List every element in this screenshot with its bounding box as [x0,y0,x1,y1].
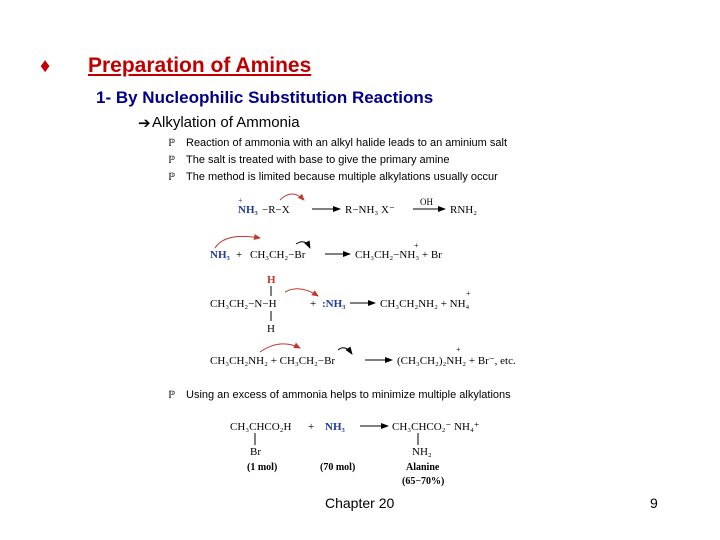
hydrogen-label: H [267,274,276,286]
bullet-text: Reaction of ammonia with an alkyl halide leads to an aminium salt [186,137,507,149]
slide-title: Preparation of Amines [88,54,312,77]
yield-label: (65−70%) [402,476,445,487]
bullet-marker-icon: ℙ [168,138,176,149]
bullet-item [168,387,511,404]
diamond-bullet-icon: ♦ [40,54,51,77]
bullet-list [168,387,511,404]
curved-arrow-icon [260,344,300,352]
final-product-label: RNH₂ [450,204,478,216]
curved-arrow-icon [285,289,318,296]
arrow-right-icon: ➔ [138,115,151,132]
product-label: CH₃CH₂−NH₃ + Br [355,249,442,261]
product-name-label: Alanine [406,462,440,473]
hydrogen-label: H [267,323,275,335]
plus-sign: + [310,298,317,310]
product-label: CH₃CH₂NH₂ + NH₄ [380,298,470,310]
mole-label: (70 mol) [320,462,356,473]
ammonia-label: NH₃ [210,249,230,261]
reagent-label: −R−X [262,204,290,216]
substituent-label: NH₂ [412,446,432,458]
reaction-2 [210,236,442,261]
reactant-label: CH₃CH₂−N−H [210,298,277,310]
curved-arrow-icon [280,194,304,200]
reaction-4 [210,344,516,367]
bullet-marker-icon: ℙ [168,155,176,166]
charge-label: + [466,289,471,298]
plus-sign: + [308,421,315,433]
substituent-label: Br [250,446,261,458]
bullet-text: Using an excess of ammonia helps to minimize multiple alkylations [186,389,511,401]
curved-arrow-icon [215,236,260,248]
curved-arrow-icon [338,348,352,354]
ammonia-label: NH₃ [238,204,258,216]
slide-subtitle: 1- By Nucleophilic Substitution Reactions [96,88,434,107]
bullet-marker-icon: ℙ [168,390,176,401]
bullet-text: The salt is treated with base to give the primary amine [186,154,450,166]
reaction-5 [230,421,480,487]
charge-label: + [456,345,461,354]
reaction-1 [238,194,477,216]
charge-label: + [238,196,243,205]
reagent-label: OH [420,197,433,207]
product-label: R−NH₃ X⁻ [345,204,395,216]
product-label: (CH₃CH₂)₂NH₂ + Br⁻, etc. [397,355,516,367]
reagent-label: CH₃CH₂−Br [250,249,306,261]
slide-footer: Chapter 20 [325,495,395,511]
ammonia-label: :NH₃ [322,298,346,310]
reactant-label: CH₃CH₂NH₂ + CH₃CH₂−Br [210,355,336,367]
bullet-marker-icon: ℙ [168,172,176,183]
mole-label: (1 mol) [247,462,278,473]
reactant-label: CH₃CHCO₂H [230,421,292,433]
plus-sign: + [236,249,243,261]
charge-label: + [414,241,419,250]
ammonia-label: NH₃ [325,421,345,433]
product-label: CH₃CHCO₂⁻ NH₄⁺ [392,421,480,433]
reaction-3 [210,274,471,335]
section-heading-text: Alkylation of Ammonia [152,114,300,131]
bullet-text: The method is limited because multiple alkylations usually occur [186,171,498,183]
curved-arrow-icon [296,242,310,248]
page-number: 9 [650,495,658,511]
